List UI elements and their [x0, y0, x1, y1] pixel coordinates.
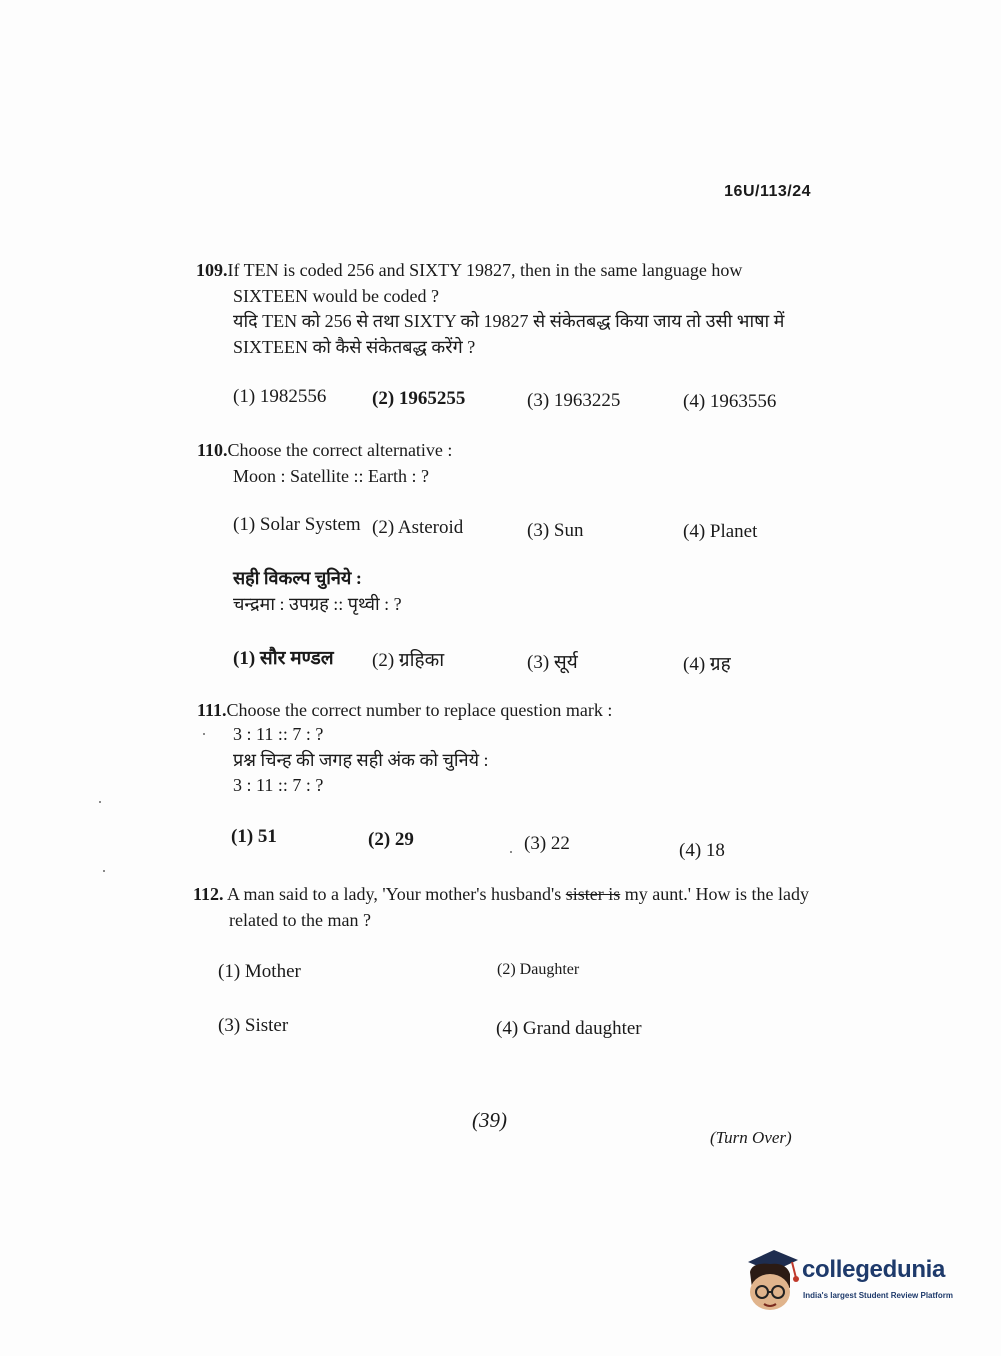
logo-wordmark: collegedunia — [802, 1256, 946, 1283]
scan-speck — [510, 851, 512, 853]
question-text-2: related to the man ? — [229, 910, 371, 930]
option-1: (1) 51 — [231, 826, 277, 847]
question-text-en-1: If TEN is coded 256 and SIXTY 19827, then in the same language how — [227, 260, 743, 280]
option-3: (3) 22 — [524, 833, 570, 854]
paper-code: 16U/113/24 — [724, 183, 811, 200]
question-text-hi-2: SIXTEEN को कैसे संकेतबद्ध करेंगे ? — [233, 337, 476, 357]
turn-over-note: (Turn Over) — [710, 1128, 792, 1147]
scan-speck — [103, 870, 105, 872]
option-2: (2) Asteroid — [372, 517, 464, 538]
option-3: (3) 1963225 — [527, 390, 621, 411]
option-4: (4) 18 — [679, 840, 725, 861]
question-number: 111. — [197, 700, 227, 720]
option-3-hi: (3) सूर्य — [527, 652, 578, 673]
option-2: (2) Daughter — [497, 961, 580, 978]
question-text-en-1: Choose the correct alternative : — [227, 440, 453, 460]
option-4: (4) Planet — [683, 521, 758, 542]
question-text-hi-1: प्रश्न चिन्ह की जगह सही अंक को चुनिये : — [233, 750, 489, 770]
question-text-en-2: Moon : Satellite :: Earth : ? — [233, 466, 429, 486]
collegedunia-logo — [742, 1248, 972, 1318]
question-number: 112. — [193, 884, 224, 904]
logo-tagline: India's largest Student Review Platform — [803, 1291, 953, 1300]
option-1-hi: (1) सौर मण्डल — [233, 648, 334, 669]
question-number: 109. — [196, 260, 228, 280]
option-1: (1) 1982556 — [233, 386, 327, 407]
question-text-hi-2: 3 : 11 :: 7 : ? — [233, 775, 324, 795]
option-1: (1) Solar System — [233, 514, 361, 535]
option-4-hi: (4) ग्रह — [683, 654, 731, 675]
question-number: 110. — [197, 440, 228, 460]
question-text-en-2: 3 : 11 :: 7 : ? — [233, 724, 324, 744]
option-2: (2) 29 — [368, 829, 414, 850]
option-3: (3) Sun — [527, 520, 584, 541]
question-text-hi-1: यदि TEN को 256 से तथा SIXTY को 19827 से संकेतबद्ध किया जाय तो उसी भाषा में — [233, 311, 785, 331]
page-number: (39) — [472, 1108, 507, 1132]
option-1: (1) Mother — [218, 961, 301, 982]
mascot-icon — [742, 1248, 802, 1316]
question-text-struck: sister is — [565, 884, 621, 904]
option-2: (2) 1965255 — [372, 388, 466, 409]
scan-speck — [203, 733, 205, 735]
question-text-hi-2: चन्द्रमा : उपग्रह :: पृथ्वी : ? — [233, 594, 402, 614]
option-4: (4) Grand daughter — [496, 1018, 642, 1039]
option-4: (4) 1963556 — [683, 391, 777, 412]
question-text-hi-1: सही विकल्प चुनिये : — [233, 568, 362, 588]
option-3: (3) Sister — [218, 1015, 289, 1036]
option-2-hi: (2) ग्रहिका — [372, 650, 445, 671]
question-text-1b: my aunt.' How is the lady — [624, 884, 809, 904]
question-text-en-1: Choose the correct number to replace question mark : — [226, 700, 613, 720]
question-text-en-2: SIXTEEN would be coded ? — [233, 286, 439, 306]
question-text-1a: A man said to a lady, 'Your mother's husband's — [227, 884, 562, 904]
scan-speck — [99, 801, 101, 803]
